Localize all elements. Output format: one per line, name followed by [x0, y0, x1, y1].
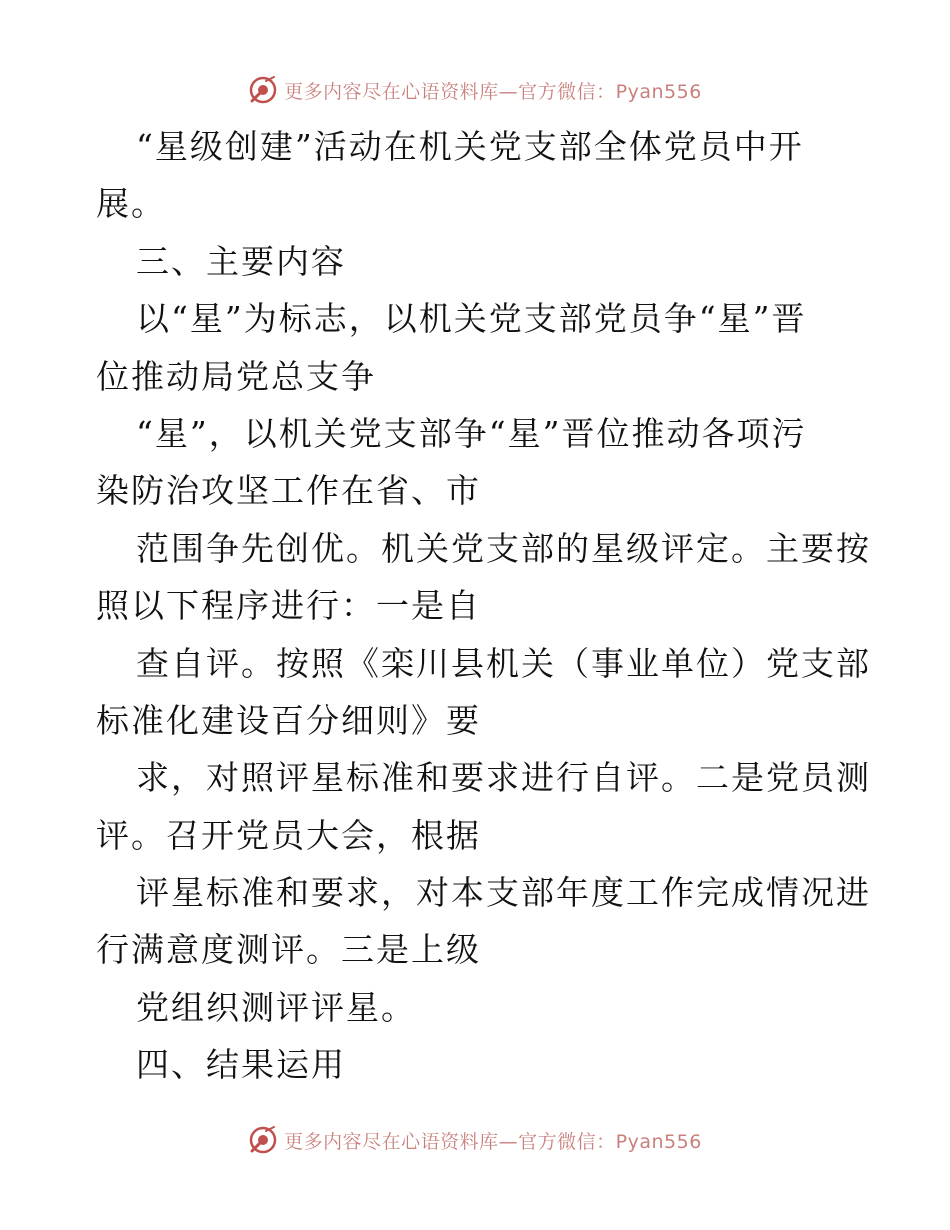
text-line: 范围争先创优。机关党支部的星级评定。主要按: [136, 528, 871, 568]
text-line: 党组织测评评星。: [136, 987, 416, 1027]
pen-nib-logo-icon: [248, 1125, 278, 1155]
section-heading: 三、主要内容: [136, 241, 346, 281]
header-watermark-banner: [0, 70, 950, 110]
pen-nib-logo-icon: [248, 75, 278, 105]
header-banner-text: 更多内容尽在心语资料库—官方微信：Pyan556: [284, 80, 702, 103]
text-line: 标准化建设百分细则》要: [96, 700, 481, 740]
text-line: “星”，以机关党支部争“星”晋位推动各项污: [136, 413, 807, 453]
footer-watermark-banner: [0, 1120, 950, 1160]
text-line: 求，对照评星标准和要求进行自评。二是党员测: [136, 758, 871, 798]
text-line: 评。召开党员大会，根据: [96, 815, 481, 855]
document-body: [96, 118, 871, 1094]
text-line: 查自评。按照《栾川县机关（事业单位）党支部: [136, 643, 871, 683]
text-line: 染防治攻坚工作在省、市: [96, 471, 481, 511]
text-line: 位推动局党总支争: [96, 356, 376, 396]
text-line: 展。: [96, 184, 166, 224]
text-line: 评星标准和要求，对本支部年度工作完成情况进: [136, 873, 871, 913]
section-heading: 四、结果运用: [136, 1045, 346, 1085]
text-line: “星级创建”活动在机关党支部全体党员中开: [136, 127, 804, 166]
text-line: 以“星”为标志，以机关党支部党员争“星”晋: [136, 299, 807, 339]
footer-banner-text: 更多内容尽在心语资料库—官方微信：Pyan556: [284, 1130, 702, 1153]
text-line: 行满意度测评。三是上级: [96, 930, 481, 970]
text-line: 照以下程序进行：一是自: [96, 586, 481, 626]
